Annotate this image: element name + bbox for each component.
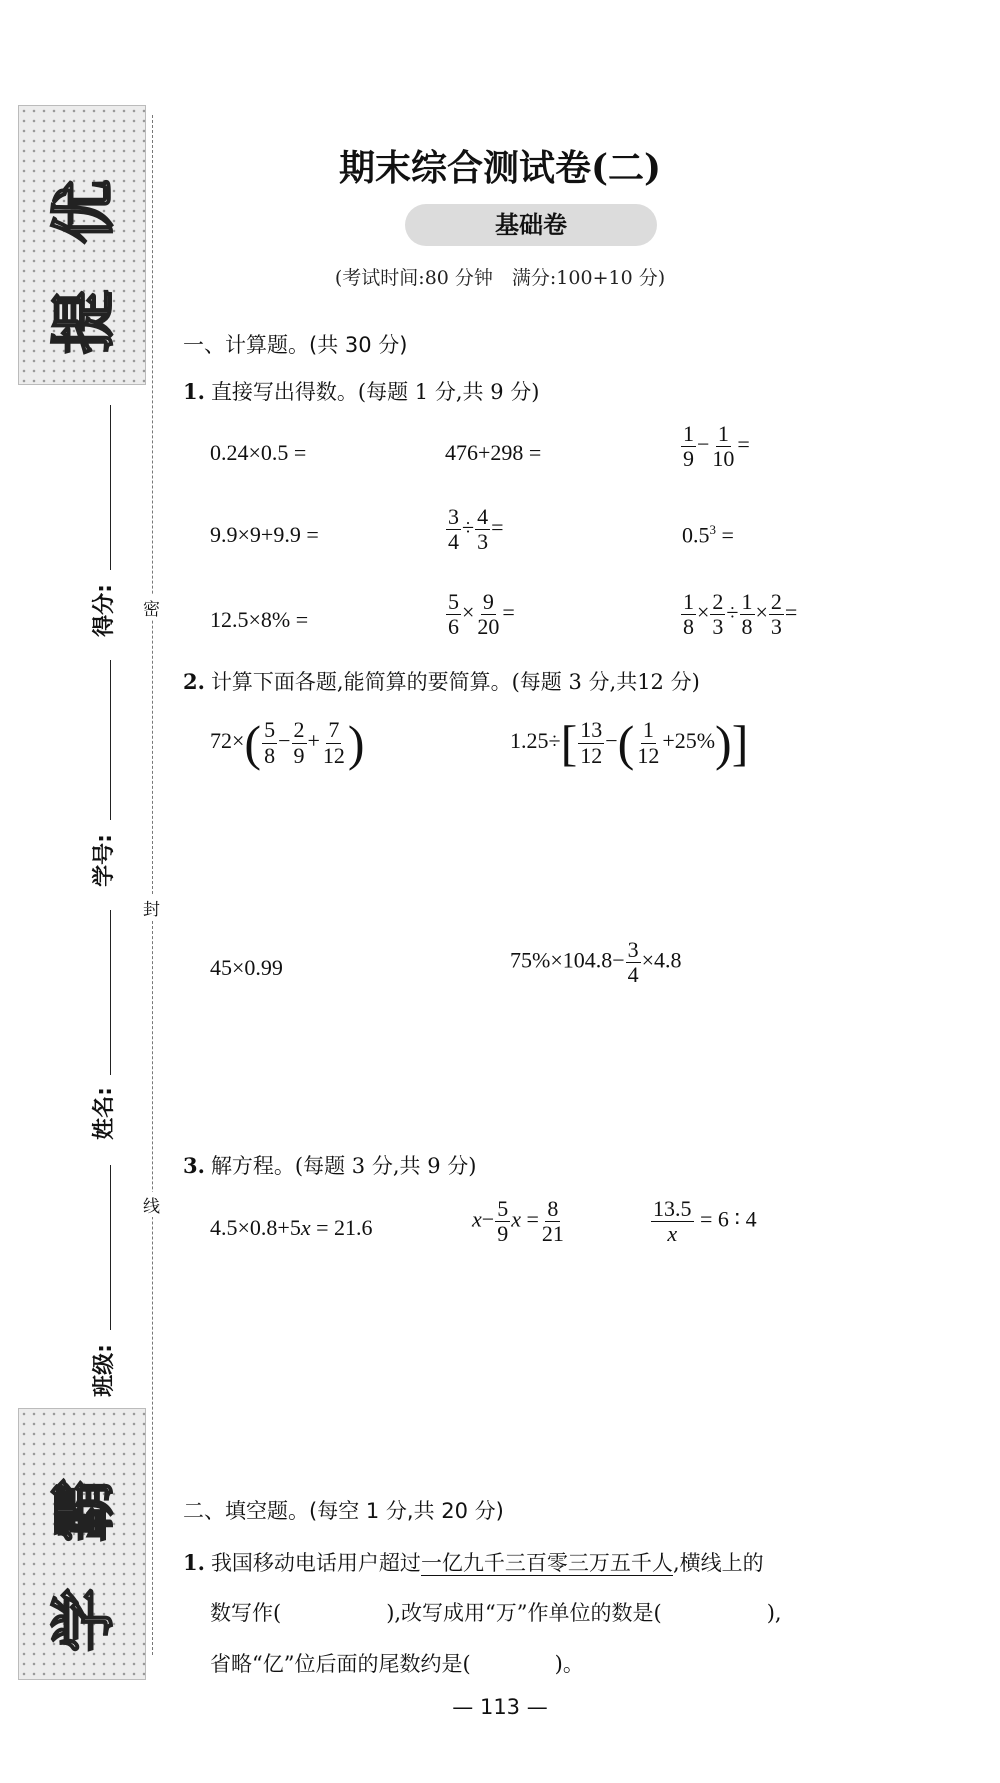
- bottom-decor-band: [18, 1408, 146, 1680]
- band-char-xue: 学: [48, 1588, 122, 1652]
- student-id-field-label: 学号:: [91, 834, 117, 887]
- section2-heading: 二、填空题。(每空 1 分,共 20 分): [183, 1499, 504, 1523]
- band-char-ba: 霸: [48, 1478, 122, 1542]
- q2-number: 2.: [183, 669, 205, 694]
- seal-char-xian: 线: [143, 1192, 160, 1217]
- section1-heading: 一、计算题。(共 30 分): [183, 333, 408, 357]
- binding-dashed-line: [152, 115, 153, 1655]
- band-char-you: 优: [48, 180, 122, 244]
- q2-item-b: 1.25÷[ $\frac{13}{12}$ −( $\frac{1}{12}$ +25%)]: [510, 715, 749, 771]
- q1-item-h: $\frac{5}{6}$ × $\frac{9}{20}$ =: [448, 589, 515, 640]
- q3-item-b: x− $\frac{5}{9}$ x = $\frac{8}{21}$: [472, 1196, 564, 1247]
- name-field-label: 姓名:: [91, 1087, 117, 1140]
- subtitle-badge: 基础卷: [405, 204, 657, 246]
- q1-item-f: $0.5^3$ =: [682, 522, 734, 548]
- q3-text: 解方程。(每题 3 分,共 9 分): [210, 1154, 477, 1178]
- s2-q1-line1: 1. 我国移动电话用户超过一亿九千三百零三万五千人,横线上的: [183, 1550, 764, 1575]
- seal-char-feng: 封: [143, 895, 160, 920]
- q1-item-g: 12.5×8% =: [210, 607, 309, 632]
- band-char-ti: 提: [48, 290, 122, 354]
- exam-info: (考试时间:80 分钟 满分:100+10 分): [334, 267, 666, 289]
- class-field-line[interactable]: [110, 1165, 111, 1330]
- page-number: — 113 —: [452, 1695, 548, 1719]
- score-field-label: 得分:: [91, 584, 117, 637]
- q2-text: 计算下面各题,能简算的要简算。(每题 3 分,共12 分): [210, 670, 700, 694]
- underlined-number-text: 一亿九千三百零三万五千人: [420, 1551, 673, 1575]
- student-id-field-line[interactable]: [110, 660, 111, 820]
- seal-char-mi: 密: [143, 595, 160, 620]
- q1-item-a: 0.24×0.5 =: [210, 440, 307, 465]
- name-field-line[interactable]: [110, 910, 111, 1075]
- q2-item-d: 75%×104.8− $\frac{3}{4}$ ×4.8: [510, 937, 682, 988]
- q1-instruction: [183, 376, 539, 406]
- q1-item-e: $\frac{3}{4}$ ÷ $\frac{4}{3}$ =: [448, 504, 504, 555]
- s2-q1-line2: 数写作( ),改写成用“万”作单位的数是( ),: [210, 1601, 782, 1625]
- q2-instruction: [183, 666, 700, 696]
- q2-item-c: 45×0.99: [210, 955, 283, 980]
- q1-item-b: 476+298 =: [445, 440, 542, 465]
- q1-item-c: $\frac{1}{9}$ − $\frac{1}{10}$ =: [683, 421, 750, 472]
- q3-item-c: $\frac{13.5}{x}$ = 6 ∶ 4: [653, 1196, 757, 1247]
- q2-item-a: 72×( $\frac{5}{8}$ − $\frac{2}{9}$ + $\frac{7}{12}$ ): [210, 715, 365, 771]
- q3-instruction: [183, 1150, 476, 1180]
- q3-number: 3.: [183, 1153, 205, 1178]
- class-field-label: 班级:: [91, 1344, 117, 1397]
- q3-item-a: 4.5×0.8+5x = 21.6: [210, 1215, 373, 1240]
- s2-q1-line3: 省略“亿”位后面的尾数约是( )。: [210, 1652, 584, 1676]
- q1-item-d: 9.9×9+9.9 =: [210, 522, 319, 547]
- page-title: 期末综合测试卷(二): [338, 147, 662, 189]
- q1-item-i: $\frac{1}{8}$ × $\frac{2}{3}$ ÷ $\frac{1}{8}$ × $\frac{2}{3}$ =: [683, 589, 798, 640]
- s2-q1-number: 1.: [183, 1550, 205, 1575]
- score-field-line[interactable]: [110, 405, 111, 570]
- q1-number: 1.: [183, 379, 205, 404]
- q1-text: 直接写出得数。(每题 1 分,共 9 分): [210, 380, 540, 404]
